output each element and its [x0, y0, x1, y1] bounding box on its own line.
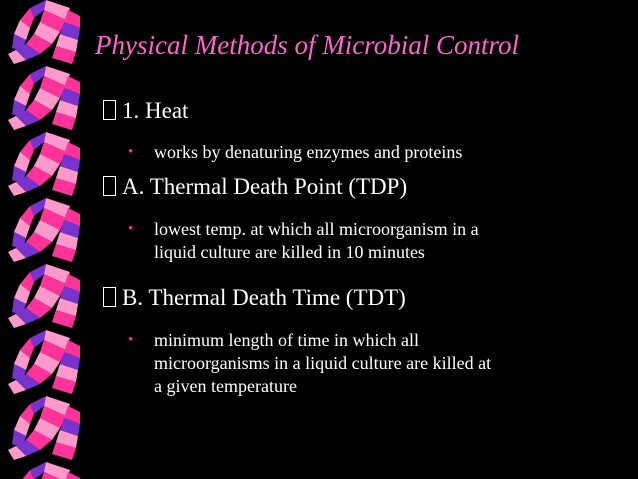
bullet-tdp-text: A. Thermal Death Point (TDP): [122, 174, 408, 199]
sub-bullet-tdp: [128, 218, 479, 264]
sub-bullet-line: liquid culture are killed in 10 minutes: [154, 242, 425, 262]
sub-bullet-heat: [128, 141, 463, 164]
sub-bullet-line: microorganisms in a liquid culture are killed at: [154, 353, 492, 373]
bullet-heat: [103, 97, 188, 124]
bullet-box-icon: [103, 287, 116, 307]
sub-bullet-dot-icon: •: [128, 332, 134, 348]
spiral-ribbon-decoration: [0, 0, 92, 479]
bullet-box-icon: [103, 176, 116, 196]
sub-bullet-tdt: [128, 329, 492, 398]
sub-bullet-line: lowest temp. at which all microorganism in a: [154, 219, 479, 239]
bullet-thermal-death-time: [103, 284, 406, 311]
sub-bullet-line: minimum length of time in which all: [154, 330, 419, 350]
sub-bullet-line: a given temperature: [154, 376, 297, 396]
bullet-thermal-death-point: [103, 173, 407, 200]
bullet-heat-text: 1. Heat: [122, 98, 189, 123]
bullet-box-icon: [103, 100, 116, 120]
sub-bullet-dot-icon: •: [128, 221, 134, 237]
slide-title: Physical Methods of Microbial Control: [95, 30, 519, 60]
bullet-tdt-text: B. Thermal Death Time (TDT): [122, 285, 406, 310]
sub-bullet-line: works by denaturing enzymes and proteins: [154, 142, 463, 162]
sub-bullet-dot-icon: •: [128, 144, 134, 160]
